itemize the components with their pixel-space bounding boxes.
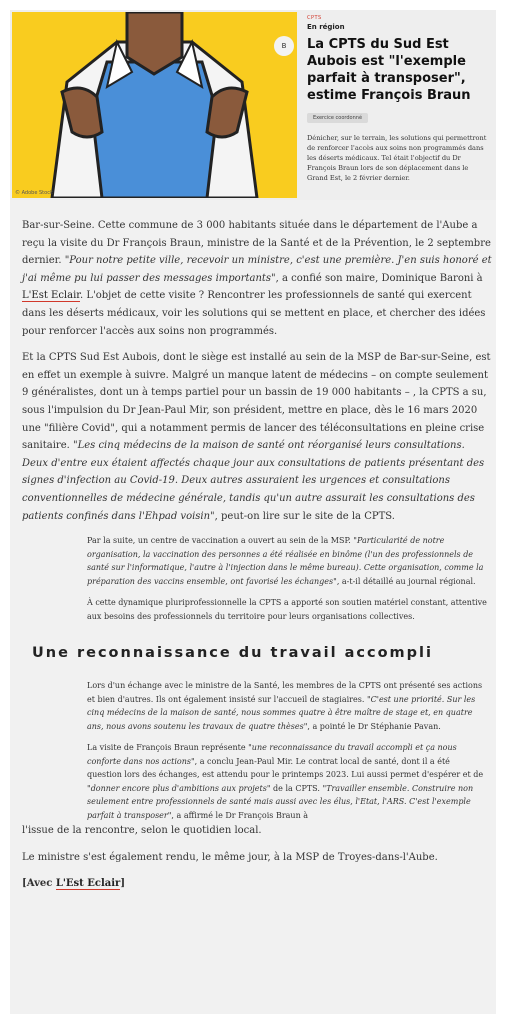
- tag-chip[interactable]: Exercice coordonné: [307, 113, 368, 123]
- paragraph: Bar-sur-Seine. Cette commune de 3 000 habitants située dans le département de l'Aube a reçu la visite du Dr François Braun, ministre de la Santé et de la Prévention, le 2 septembre dernier. "Pour notre petite ville, recevoir un ministre, c'est une première. J'en suis honoré et j'ai même pu lui passer des messages importants", a confié son maire, Dominique Baroni à L'Est Eclair. L'objet de cette visite ? Rencontrer les professionnels de santé qui exercent dans les déserts médicaux, voir les solutions qui se mettent en place, et chercher des idées pour renforcer l'accès aux soins non programmés.: [22, 220, 492, 337]
- source-note: [Avec L'Est Eclair]: [22, 878, 126, 890]
- article-header: [10, 10, 496, 200]
- section-heading: Une reconnaissance du travail accompli: [32, 645, 433, 662]
- rubric-label: En région: [307, 23, 345, 31]
- paragraph: À cette dynamique pluriprofessionnelle la CPTS a apporté son soutien matériel constant, attentive aux besoins des professionnels du territoire pour leurs organisations collectives.: [87, 598, 487, 621]
- paragraph: Lors d'un échange avec le ministre de la Santé, les membres de la CPTS ont présenté ses actions et bien d'autres. Ils ont également insisté sur l'accueil de stagiaires. "C'est une priorité. Sur les cinq médecins de la maison de santé, nous sommes quatre à être maître de stage et, en quatre ans, nous avons soutenu les travaux de quatre thèses", a pointé le Dr Stéphanie Pavan.: [87, 681, 483, 731]
- lead-paragraph: Dénicher, sur le terrain, les solutions qui permettront de renforcer l'accès aux soins non programmés dans les déserts médicaux. Tel était l'objectif du Dr François Braun lors de son déplacement dans le Grand Est, le 2 février dernier.: [307, 134, 487, 182]
- paragraph: Et la CPTS Sud Est Aubois, dont le siège est installé au sein de la MSP de Bar-sur-Seine, est en effet un exemple à suivre. Malgré un manque latent de médecins – on compte seulement 9 généralistes, dont un à temps partiel pour un bassin de 19 000 habitants – , la CPTS a su, sous l'impulsion du Dr Jean-Paul Mir, son président, mettre en place, dès le 16 mars 2020 une "filière Covid", qui a notamment permis de lancer des téléconsultations en pleine crise sanitaire. "Les cinq médecins de la maison de santé ont réorganisé leurs consultations. Deux d'entre eux étaient affectés chaque jour aux consultations de patients présentant des signes d'infection au Covid-19. Deux autres assuraient les urgences et consultations conventionnelles de médecine générale, tandis qu'un autre assurait les consultations des patients confinés dans l'Ehpad voisin", peut-on lire sur le site de la CPTS.: [22, 352, 491, 522]
- hero-badge[interactable]: B: [274, 36, 294, 56]
- paragraph: l'issue de la rencontre, selon le quotidien local.: [22, 825, 262, 837]
- indented-block: [87, 534, 487, 623]
- article: [10, 10, 496, 1014]
- source-link[interactable]: L'Est Eclair: [22, 290, 80, 302]
- superhero-illustration: [12, 12, 297, 198]
- hero-image: [12, 12, 297, 198]
- paragraph: Par la suite, un centre de vaccination a ouvert au sein de la MSP. "Particularité de notre organisation, la vaccination des personnes a été réalisée en binôme (l'un des professionnels de santé sur l'informatique, l'autre à l'injection dans le même bureau). Cette organisation, comme la préparation des vaccins ensemble, ont favorisé les échanges", a-t-il détaillé au journal régional.: [87, 536, 484, 586]
- indented-block: [87, 679, 487, 822]
- page-title: La CPTS du Sud Est Aubois est "l'exemple parfait à transposer", estime François Braun: [307, 37, 471, 103]
- category-kicker[interactable]: CPTS: [307, 15, 322, 21]
- article-body: [22, 217, 492, 902]
- paragraph: La visite de François Braun représente "une reconnaissance du travail accompli et ça nous conforte dans nos actions", a conclu Jean-Paul Mir. Le contrat local de santé, dont il a été question lors des échanges, est attendu pour le printemps 2023. Lui aussi permet d'espérer et de "donner encore plus d'ambitions aux projets" de la CPTS. "Travailler ensemble. Construire non seulement entre professionnels de santé mais aussi avec les élus, l'Etat, l'ARS. C'est l'exemple parfait à transposer", a affirmé le Dr François Braun à: [87, 743, 484, 820]
- paragraph: Le ministre s'est également rendu, le même jour, à la MSP de Troyes-dans-l'Aube.: [22, 851, 438, 863]
- photo-credit: © Adobe Stock: [15, 190, 53, 196]
- source-link[interactable]: L'Est Eclair: [55, 878, 121, 890]
- header-text: [307, 15, 490, 183]
